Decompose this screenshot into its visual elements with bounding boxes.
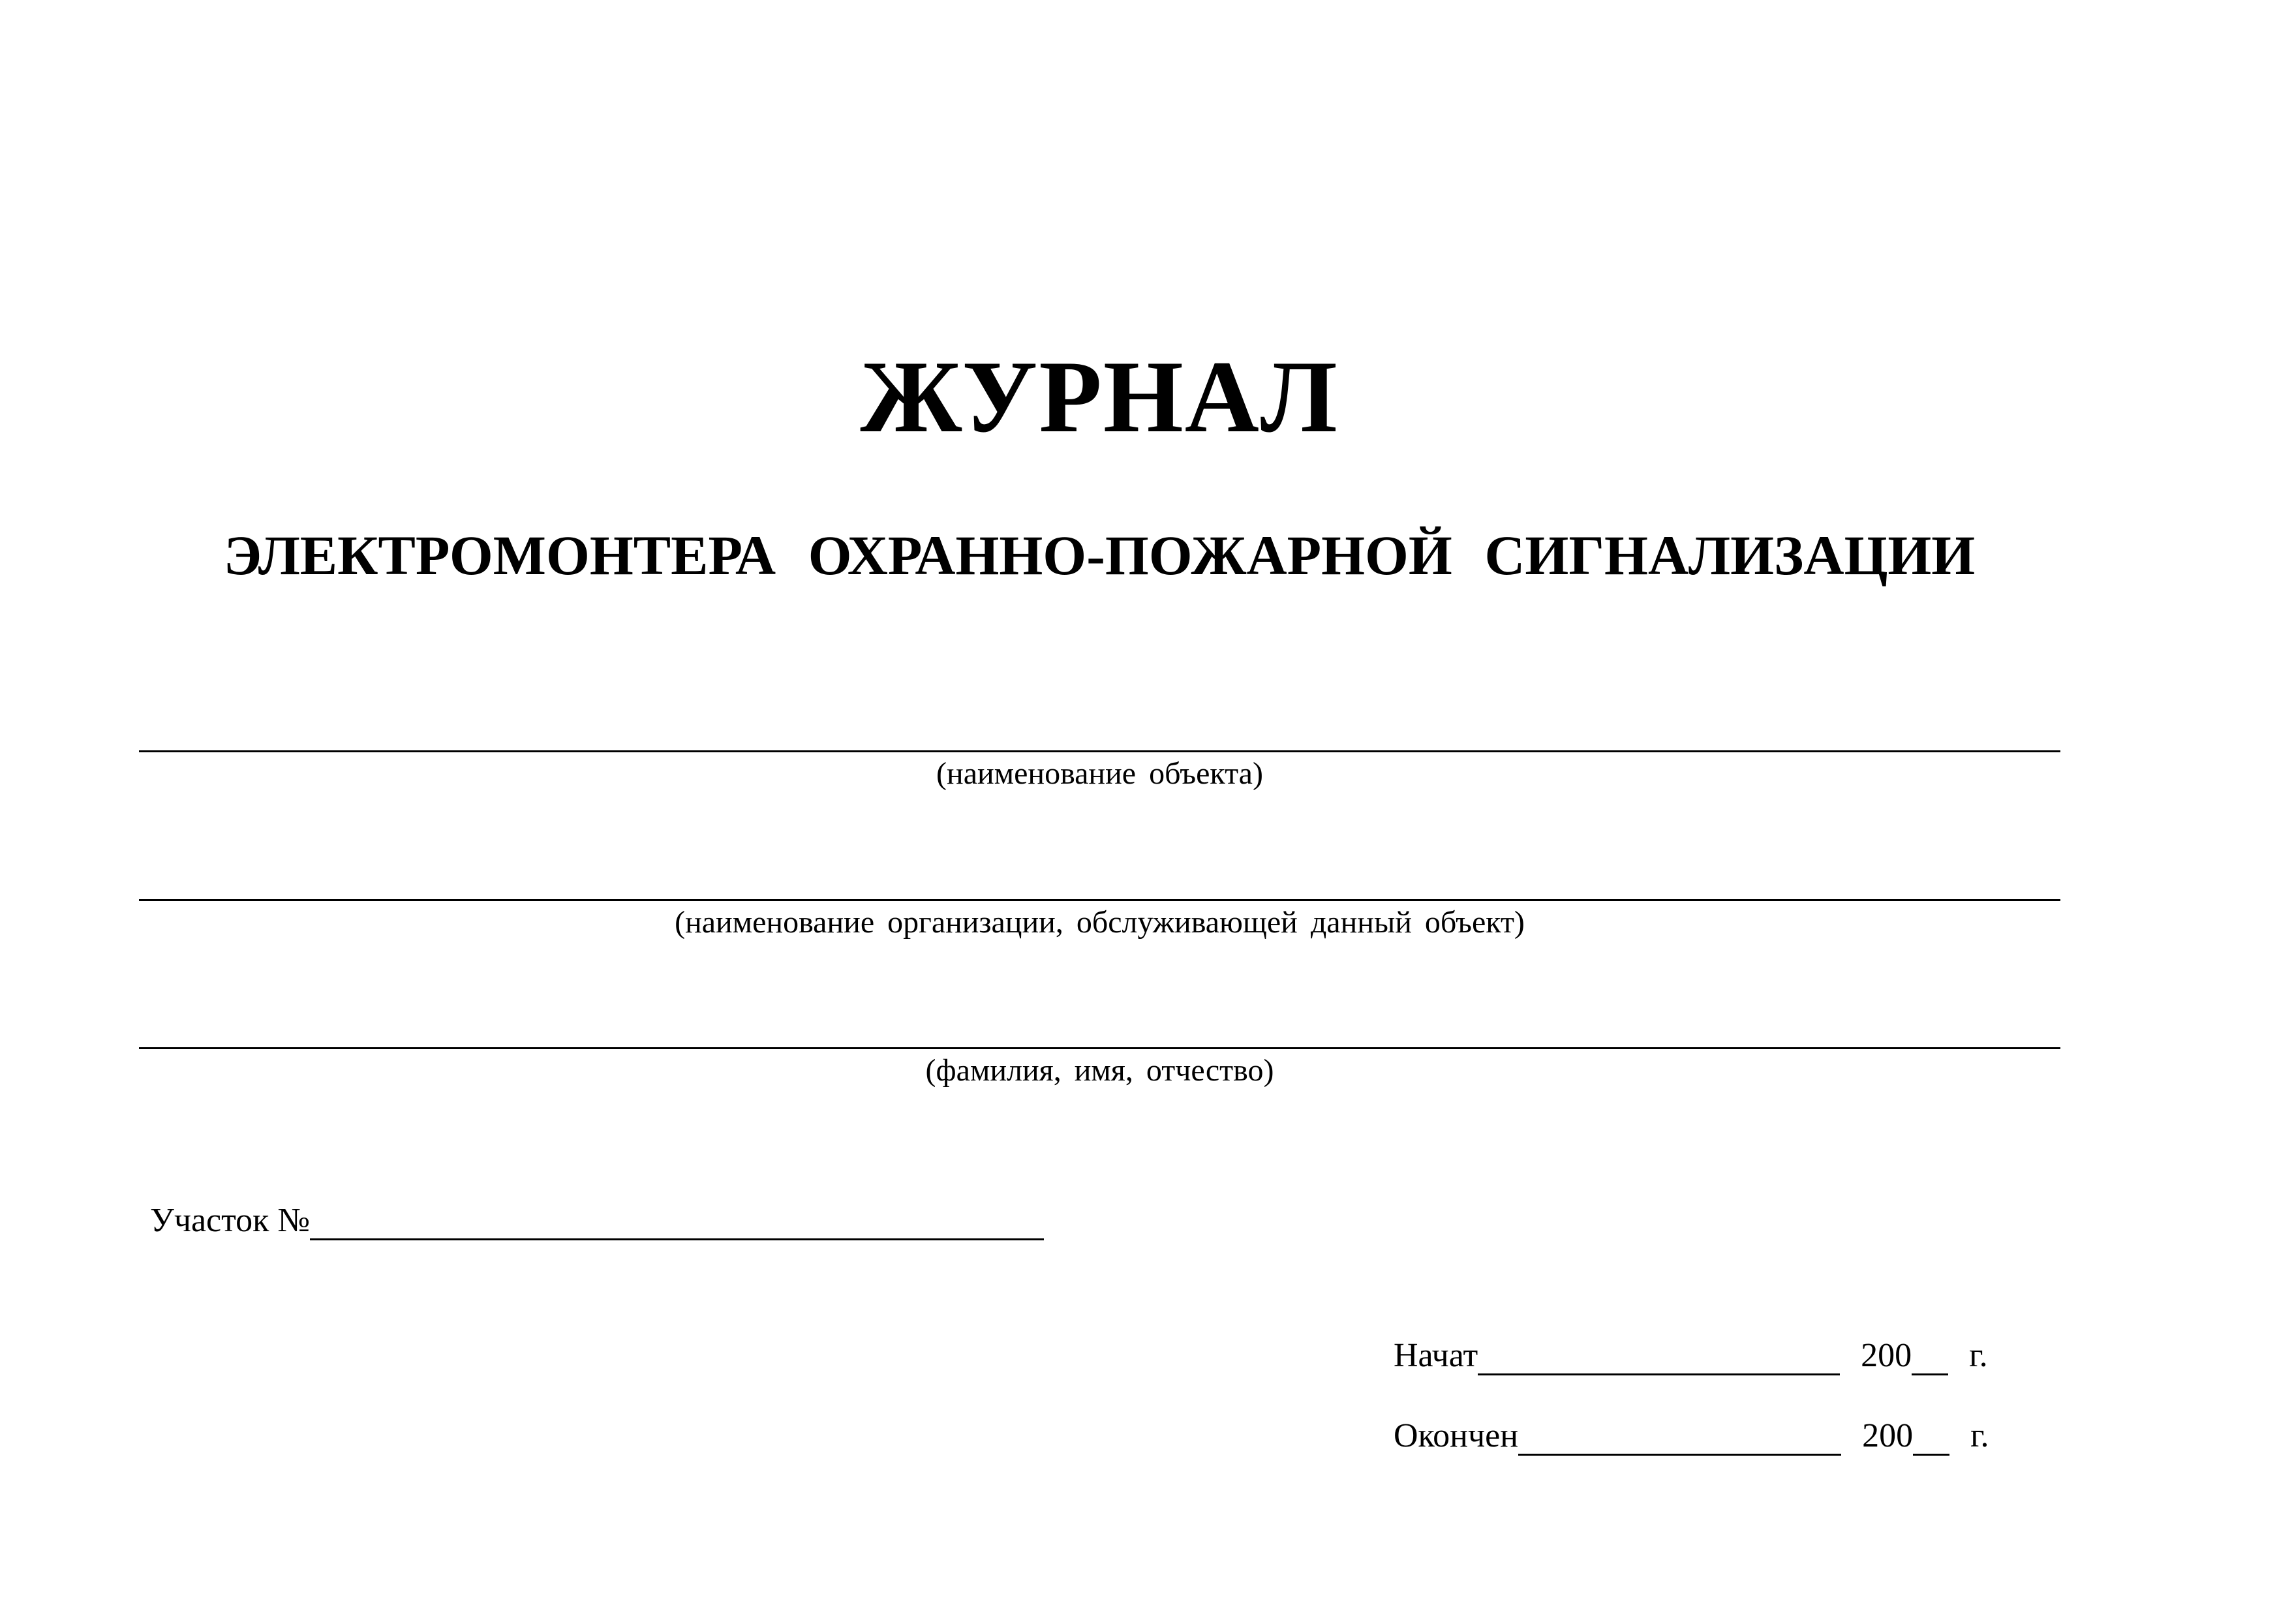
started-date-row (1394, 1339, 1988, 1373)
section-number-label: Участок № (150, 1202, 311, 1239)
section-number-row (150, 1204, 1044, 1238)
finished-year-suffix: г. (1970, 1417, 1989, 1454)
journal-title: ЖУРНАЛ (860, 340, 1339, 454)
started-year-blank[interactable] (1912, 1347, 1948, 1375)
finished-date-line[interactable] (1518, 1425, 1841, 1456)
person-name-caption: (фамилия, имя, отчество) (925, 1053, 1274, 1088)
finished-date-row (1394, 1419, 1989, 1453)
object-name-line[interactable] (139, 750, 2060, 752)
finished-label: Окончен (1394, 1417, 1519, 1454)
started-date-line[interactable] (1478, 1345, 1840, 1375)
object-name-caption: (наименование объекта) (936, 756, 1263, 791)
started-year-prefix: 200 (1861, 1337, 1912, 1374)
finished-year-prefix: 200 (1862, 1417, 1914, 1454)
section-number-line[interactable] (310, 1210, 1044, 1240)
journal-subtitle: ЭЛЕКТРОМОНТЕРА ОХРАННО-ПОЖАРНОЙ СИГНАЛИЗАЦИИ (223, 524, 1976, 587)
started-year-suffix: г. (1969, 1337, 1988, 1374)
started-label: Начат (1394, 1337, 1478, 1374)
organization-name-line[interactable] (139, 899, 2060, 901)
person-name-line[interactable] (139, 1047, 2060, 1049)
organization-name-caption: (наименование организации, обслуживающей данный объект) (675, 905, 1525, 940)
finished-year-blank[interactable] (1913, 1428, 1949, 1456)
